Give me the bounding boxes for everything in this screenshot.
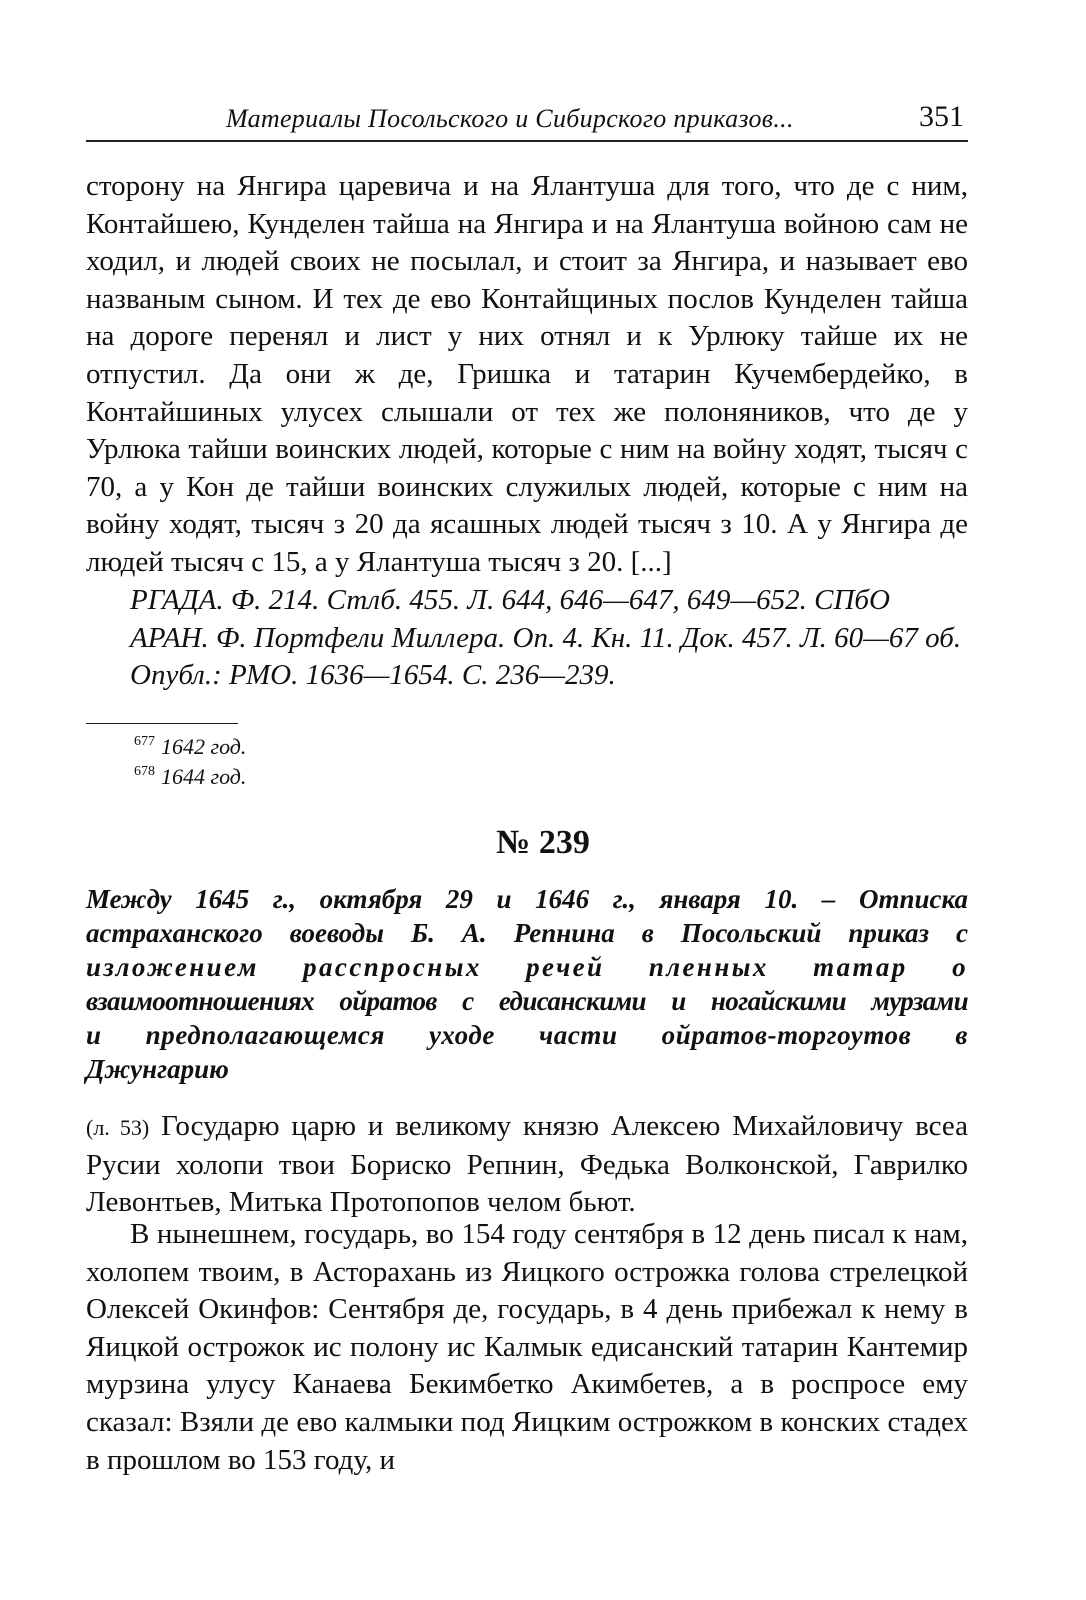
document-number: № 239 [496, 824, 590, 861]
document-paragraph-2: В нынешнем, государь, во 154 году сентября в 12 день писал к нам, холопем твоим, в Асторахань из Яицкого острожка голова стрелецкой Олексей Окинфов: Сентября де, государь, в 4 день прибежал к нему в Яицкой острожок ис полону ис Калмык едисанский татарин Кантемир мурзина улусу Канаева Бекимбетко Акимбетев, а в роспросе ему сказал: Взяли де ево калмыки под Яицким острожком в конских стадех в прошлом во 153 году, и [86, 1218, 968, 1476]
source-line-2: АРАН. Ф. Портфели Миллера. Оп. 4. Кн. 11. Док. 457. Л. 60—67 об. [130, 621, 962, 654]
heading-line: Джунгарию [86, 1054, 229, 1084]
paragraph-text: Государю царю и великому князю Алексею Михайловичу всеа Русии холопи твои Бориско Репнин, Федька Волконской, Гаврилко Левонтьев, Митька Протопопов челом бьют. [86, 1110, 969, 1219]
footnote [134, 764, 246, 790]
running-head-title: Материалы Посольского и Сибирского приказов... [226, 104, 794, 133]
footnote [134, 734, 246, 760]
source-line-1: РГАДА. Ф. 214. Стлб. 455. Л. 644, 646—647, 649—652. СПбО [130, 584, 890, 616]
heading-line: астраханского воеводы Б. А. Репнина в Посольский приказ с [86, 918, 968, 948]
heading-line: и предполагающемся уходе части ойратов-торгоутов в [86, 1020, 968, 1050]
footnote-number: 677 [134, 734, 155, 749]
footnote-number: 678 [134, 764, 155, 779]
source-citation [130, 582, 968, 695]
heading-line: изложением расспросных речей пленных татар о [86, 952, 968, 982]
heading-line: взаимоотношениях ойратов с едисанскими и ногайскими мурзами [86, 986, 968, 1016]
footnote-text: 1642 год. [161, 734, 247, 759]
document-heading [86, 882, 968, 1086]
page-number: 351 [919, 100, 964, 133]
document-paragraph-1 [86, 1108, 968, 1222]
folio-reference: (л. 53) [86, 1115, 150, 1140]
source-line-3: Опубл.: РМО. 1636—1654. С. 236—239. [130, 659, 616, 691]
continued-paragraph: сторону на Янгира царевича и на Ялантуша для того, что де с ним, Контайшею, Кунделен тайша на Янгира и на Ялантуша войною сам не ходил, и людей своих не посылал, и стоит за Янгира, и называет ево названым сыном. И тех де ево Контайщиных послов Кунделен тайша на дороге перенял и лист у них отнял и к Урлюку тайше их не отпустил. Да они ж де, Гришка и татарин Кучембердейко, в Контайшиных улусех слышали от тех же полоняников, что де у Урлюка тайши воинских людей, которые с ним на войну ходят, тысяч с 70, а у Кон де тайши воинских служилых людей, которые с ним на войну ходят, тысяч з 20 да ясашных людей тысяч з 10. А у Янгира де людей тысяч с 15, а у Ялантуша тысяч з 20. [...] [86, 170, 968, 578]
heading-line: Между 1645 г., октября 29 и 1646 г., января 10. – Отписка [86, 884, 968, 914]
footnote-text: 1644 год. [161, 764, 247, 789]
running-head [86, 100, 968, 142]
footnote-divider [86, 723, 238, 724]
